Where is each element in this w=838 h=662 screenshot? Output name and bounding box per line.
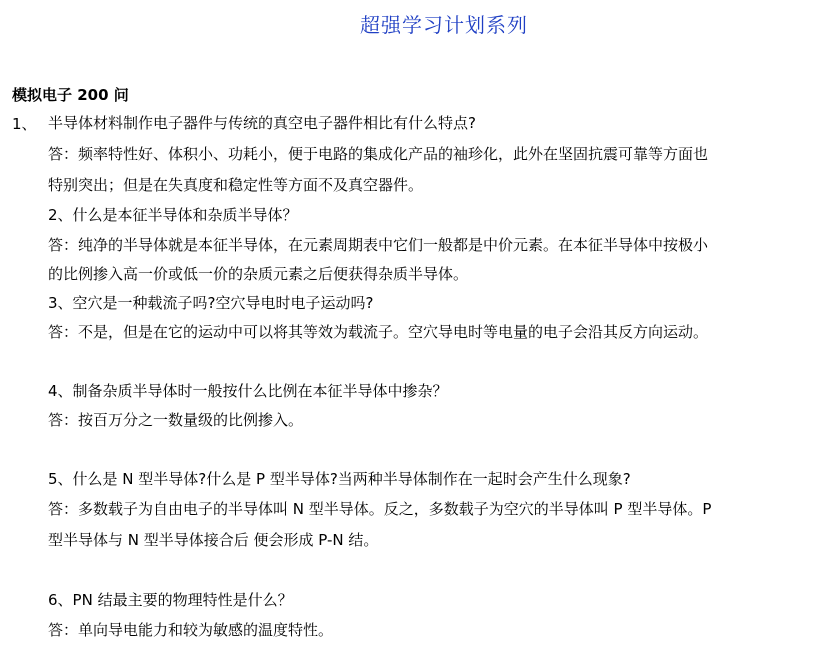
document-heading: 模拟电子 200 问 (12, 86, 129, 104)
question-text: 2、什么是本征半导体和杂质半导体？ (48, 206, 298, 224)
answer-line: 答：按百万分之一数量级的比例掺入。 (48, 411, 304, 429)
question-text: 6、PN 结最主要的物理特性是什么？ (48, 591, 293, 609)
answer-line: 答：纯净的半导体就是本征半导体，在元素周期表中它们一般都是中价元素。在本征半导体中按极小 (48, 236, 709, 254)
question-text: 4、制备杂质半导体时一般按什么比例在本征半导体中掺杂？ (48, 382, 448, 400)
answer-line: 答：频率特性好、体积小、功耗小，便于电路的集成化产品的袖珍化，此外在坚固抗震可靠等方面也 (48, 145, 709, 163)
answer-line: 型半导体与 N 型半导体接合后 便会形成 P-N 结。 (48, 531, 379, 549)
answer-line: 的比例掺入高一价或低一价的杂质元素之后便获得杂质半导体。 (48, 265, 469, 283)
answer-line: 特别突出；但是在失真度和稳定性等方面不及真空器件。 (48, 176, 424, 194)
question-text: 半导体材料制作电子器件与传统的真空电子器件相比有什么特点? (48, 114, 476, 132)
answer-line: 答：不是，但是在它的运动中可以将其等效为载流子。空穴导电时等电量的电子会沿其反方向运动。 (48, 323, 709, 341)
question-number: 1、 (12, 115, 37, 133)
question-text: 3、空穴是一种载流子吗?空穴导电时电子运动吗? (48, 294, 374, 312)
answer-line: 答：多数载子为自由电子的半导体叫 N 型半导体。反之，多数载子为空穴的半导体叫 P 型半导体。P (48, 500, 712, 518)
page-header-title: 超强学习计划系列 (360, 13, 528, 37)
question-text: 5、什么是 N 型半导体?什么是 P 型半导体?当两种半导体制作在一起时会产生什么现象? (48, 470, 631, 488)
answer-line: 答：单向导电能力和较为敏感的温度特性。 (48, 621, 334, 639)
